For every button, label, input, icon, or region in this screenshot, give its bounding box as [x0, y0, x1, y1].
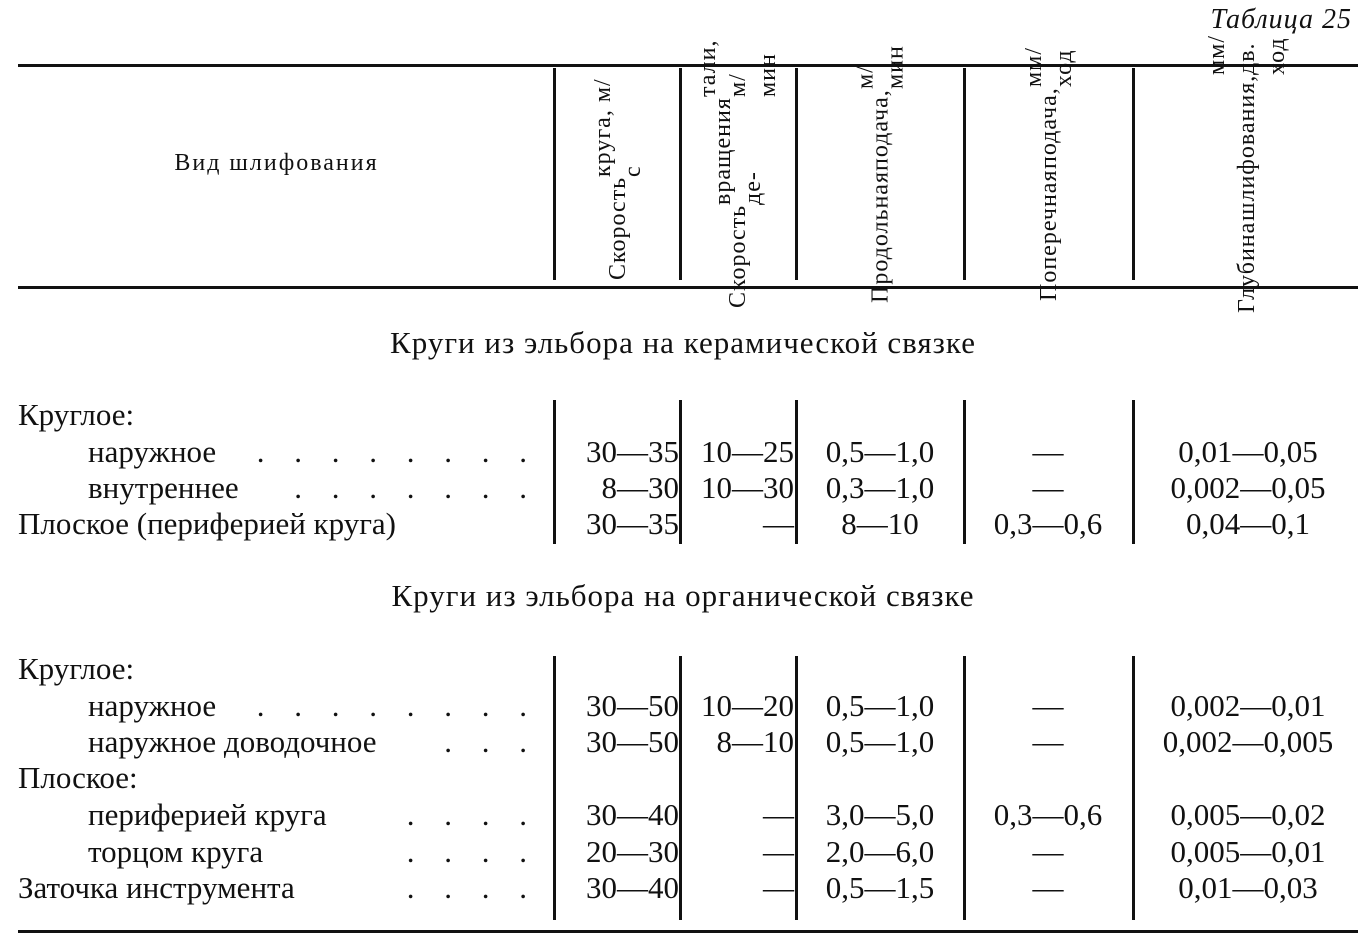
row-label: периферией круга [88, 797, 327, 832]
row-label: Заточка инструмента [18, 870, 295, 905]
cell-grinding-depth: 0,04—0,1 [1186, 506, 1310, 541]
cell-cross-feed: 0,3—0,6 [993, 797, 1103, 832]
cell-part-speed: — [763, 506, 794, 541]
header-line: подача, [867, 89, 894, 171]
row-label: Плоское: [18, 760, 138, 795]
cell-longitudinal-feed: 0,5—1,0 [825, 724, 935, 759]
cell-grinding-depth: 0,01—0,03 [1178, 870, 1318, 905]
row-label: наружное [88, 688, 217, 723]
table-row [0, 469, 1366, 506]
cell-wheel-speed: 30—40 [586, 797, 679, 832]
row-label: наружное [88, 434, 217, 469]
leader-dots: . . . . . . . . [256, 434, 538, 469]
header-line: м/мин [852, 45, 909, 90]
header-line: Поперечная [1036, 169, 1062, 301]
header-line: мм/дв. ход [1204, 35, 1290, 76]
cell-grinding-depth: 0,002—0,01 [1170, 688, 1326, 723]
header-line: тали, м/мин [695, 39, 781, 98]
header-line: Глубина [1234, 221, 1260, 313]
table-row [0, 687, 1366, 724]
leader-dots: . . . . [406, 797, 538, 832]
header-divider [963, 68, 966, 280]
row-label: Плоское (периферией круга) [18, 506, 397, 541]
cell-longitudinal-feed: 8—10 [841, 506, 919, 541]
leader-dots: . . . . [406, 870, 538, 905]
top-rule [18, 64, 1358, 67]
cell-grinding-depth: 0,005—0,01 [1170, 834, 1326, 869]
cell-wheel-speed: 30—35 [586, 434, 679, 469]
cell-part-speed: 10—30 [701, 470, 794, 505]
cell-longitudinal-feed: 0,5—1,0 [825, 434, 935, 469]
table-row [0, 723, 1366, 760]
header-line: мм/ход [1021, 47, 1077, 88]
header-divider [1132, 68, 1135, 280]
leader-dots: . . . . . . . . [256, 688, 538, 723]
cell-grinding-depth: 0,005—0,02 [1170, 797, 1326, 832]
header-line: Скорость [725, 205, 751, 309]
table-row [0, 505, 1366, 542]
cell-cross-feed: — [1032, 688, 1064, 723]
cell-grinding-depth: 0,002—0,05 [1170, 470, 1326, 505]
cell-grinding-depth: 0,002—0,005 [1162, 724, 1334, 759]
header-line: подача, [1036, 87, 1062, 170]
cell-part-speed: — [763, 834, 794, 869]
section-title: Круги из эльбора на органической связке [391, 578, 975, 613]
row-label: внутреннее [88, 470, 239, 505]
row-label: Круглое: [18, 397, 135, 432]
cell-wheel-speed: 30—40 [586, 870, 679, 905]
header-bottom-rule [18, 286, 1358, 289]
bottom-rule [18, 930, 1358, 933]
header-wheel-speed [557, 68, 679, 280]
cell-longitudinal-feed: 2,0—6,0 [825, 834, 935, 869]
header-part-speed [682, 39, 794, 309]
table-row [0, 650, 1366, 687]
cell-part-speed: 8—10 [716, 724, 794, 759]
cell-wheel-speed: 20—30 [586, 834, 679, 869]
leader-dots: . . . . . . . [294, 470, 538, 505]
header-line: Скорость [605, 176, 631, 280]
table-row [0, 396, 1366, 433]
table-row [0, 759, 1366, 796]
header-divider [553, 68, 556, 280]
table-row [0, 796, 1366, 833]
cell-part-speed: — [763, 870, 794, 905]
cell-grinding-depth: 0,01—0,05 [1178, 434, 1318, 469]
cell-cross-feed: 0,3—0,6 [993, 506, 1103, 541]
header-line: Продольная [867, 170, 894, 303]
cell-longitudinal-feed: 0,3—1,0 [825, 470, 935, 505]
cell-cross-feed: — [1032, 870, 1064, 905]
header-line: круга, м/с [590, 78, 646, 177]
cell-longitudinal-feed: 3,0—5,0 [825, 797, 935, 832]
cell-part-speed: 10—20 [701, 688, 794, 723]
header-grinding-depth [1136, 35, 1358, 313]
cell-cross-feed: — [1032, 724, 1064, 759]
header-longitudinal-feed [799, 45, 962, 303]
cell-longitudinal-feed: 0,5—1,0 [825, 688, 935, 723]
header-cross-feed [967, 47, 1131, 301]
cell-longitudinal-feed: 0,5—1,5 [825, 870, 935, 905]
row-label: торцом круга [88, 834, 264, 869]
cell-cross-feed: — [1032, 470, 1064, 505]
leader-dots: . . . [444, 724, 538, 759]
cell-wheel-speed: 30—50 [586, 688, 679, 723]
table-row [0, 433, 1366, 470]
section-title: Круги из эльбора на керамической связке [390, 325, 976, 360]
table-row [0, 833, 1366, 870]
cell-part-speed: 10—25 [701, 434, 794, 469]
row-label: наружное доводочное [88, 724, 377, 759]
leader-dots: . . . . [406, 834, 538, 869]
cell-cross-feed: — [1032, 434, 1064, 469]
header-grinding-type: Вид шлифования [174, 150, 379, 176]
cell-part-speed: — [763, 797, 794, 832]
cell-cross-feed: — [1032, 834, 1064, 869]
table-row [0, 869, 1366, 906]
table-caption: Таблица 25 [1210, 4, 1352, 35]
header-line: шлифования, [1234, 75, 1260, 222]
cell-wheel-speed: 30—50 [586, 724, 679, 759]
header-divider [795, 68, 798, 280]
cell-wheel-speed: 8—30 [601, 470, 679, 505]
header-line: вращения де- [710, 97, 766, 206]
cell-wheel-speed: 30—35 [586, 506, 679, 541]
row-label: Круглое: [18, 651, 135, 686]
